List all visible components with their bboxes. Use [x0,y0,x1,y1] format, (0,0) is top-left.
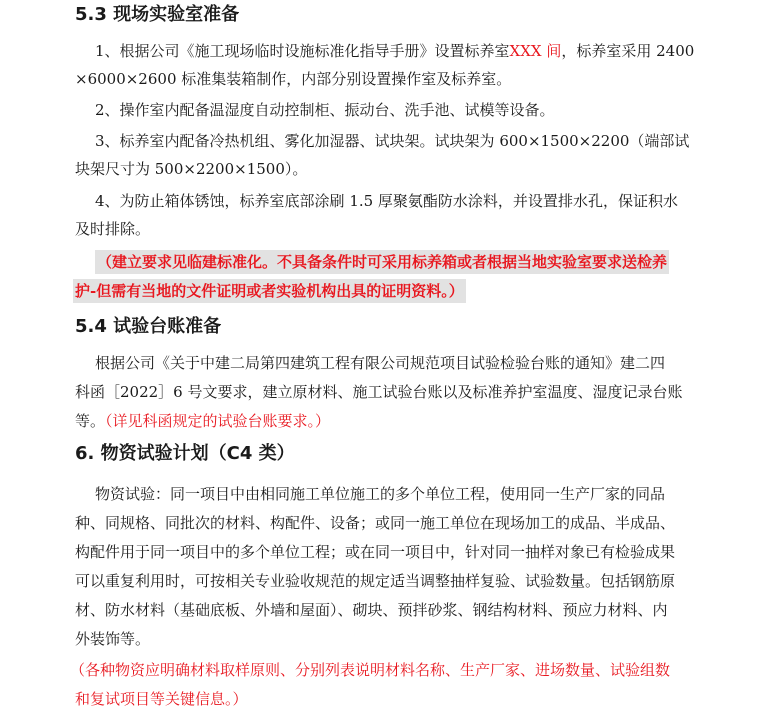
section-5-3-item-3-line-1: 3、标养室内配备冷热机组、雾化加湿器、试块架。试块架为 600×1500×2200（端部试 [95,132,690,150]
section-5-3-heading: 5.3 现场实验室准备 [75,4,240,25]
section-5-4-line-3 [75,410,693,432]
section-5-3-note-line-1: （建立要求见临建标准化。不具备条件时可采用标养箱或者根据当地实验室要求送检养 [95,250,669,274]
section-5-3-item-2: 2、操作室内配备温湿度自动控制柜、振动台、洗手池、试模等设备。 [95,101,555,119]
section-5-3-item-1-line-2: ×6000×2600 标准集装箱制作，内部分别设置操作室及标养室。 [75,70,512,88]
section-6-line-4: 可以重复利用时，可按相关专业验收规范的规定适当调整抽样复验、试验数量。包括钢筋原 [75,572,676,590]
section-5-3-item-4-line-1: 4、为防止箱体锈蚀，标养室底部涂刷 1.5 厚聚氨酯防水涂料，并设置排水孔，保证积水 [95,192,678,210]
section-5-4-line-2: 科函［2022］6 号文要求，建立原材料、施工试验台账以及标准养护室温度、湿度记录台账 [75,383,683,401]
section-6-line-1: 物资试验：同一项目中由相同施工单位施工的多个单位工程，使用同一生产厂家的同品 [95,485,666,503]
section-5-4-note: （详见科函规定的试验台账要求。） [105,412,331,430]
room-count-placeholder: XXX 间 [509,42,562,60]
section-6-line-3: 构配件用于同一项目中的多个单位工程；或在同一项目中，针对同一抽样对象已有检验成果 [75,543,676,561]
section-6-note-line-1: （各种物资应明确材料取样原则、分别列表说明材料名称、生产厂家、进场数量、试验组数 [70,661,671,679]
section-6-note-line-2: 和复试项目等关键信息。） [75,690,248,708]
section-6-line-5: 材、防水材料（基础底板、外墙和屋面）、砌块、预拌砂浆、钢结构材料、预应力材料、内 [75,601,668,619]
section-6-line-2: 种、同规格、同批次的材料、构配件、设备；或同一施工单位在现场加工的成品、半成品、 [75,514,676,532]
section-5-4-line-1: 根据公司《关于中建二局第四建筑工程有限公司规范项目试验检验台账的通知》建二四 [95,354,666,372]
section-5-4-text-end: 等。 [75,412,106,430]
section-5-3-item-4-line-2: 及时排除。 [75,220,151,238]
section-5-3-note-line-2: 护-但需有当地的文件证明或者实验机构出具的证明资料。） [73,279,466,303]
section-6-line-6: 外装饰等。 [75,630,151,648]
section-5-4-heading: 5.4 试验台账准备 [75,316,222,337]
item-1-text: 1、根据公司《施工现场临时设施标准化指导手册》设置标养室 [95,42,510,60]
section-6-heading: 6. 物资试验计划（C4 类） [75,443,295,464]
section-5-3-item-1-line-1 [95,40,695,62]
item-1-text-end: ，标养室采用 2400 [561,42,695,60]
section-5-3-item-3-line-2: 块架尺寸为 500×2200×1500）。 [75,160,308,178]
